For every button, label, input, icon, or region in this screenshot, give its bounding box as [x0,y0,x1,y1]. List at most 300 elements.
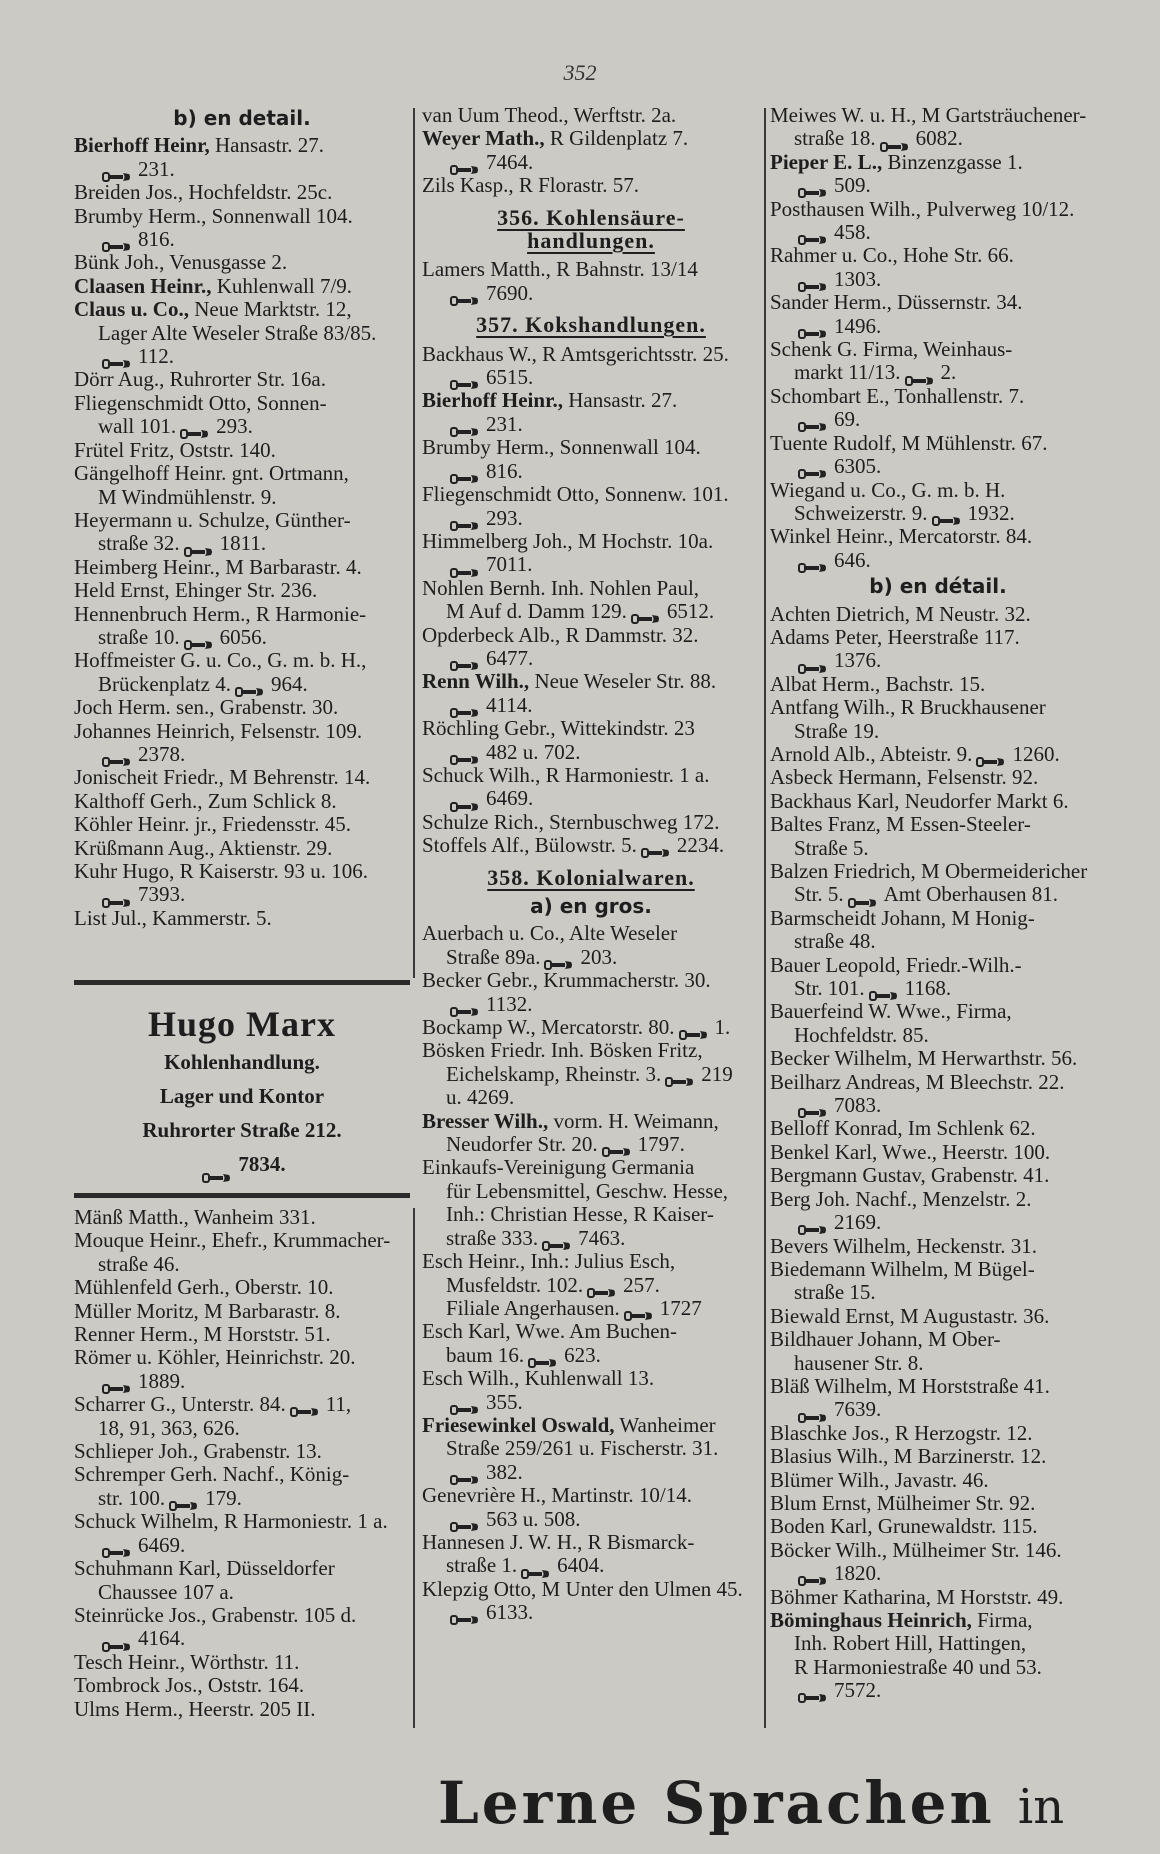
entry-text: Esch Karl, Wwe. Am Buchen- [422,1319,678,1344]
entry-line [770,549,1106,572]
entry-text: hausener Str. 8. [794,1350,924,1375]
entry-line [422,811,760,834]
entry-line [770,954,1106,977]
phone-number: 69. [834,407,861,432]
telephone-icon [450,1000,480,1012]
telephone-icon [798,556,828,568]
phone-number: 2169. [834,1210,882,1235]
left-column-top [74,104,410,930]
entry-text: Straße 259/261 u. Fischerstr. 31. [446,1436,719,1461]
telephone-icon [102,235,132,247]
directory-entry [770,954,1106,1001]
entry-name-bold: Claasen Heinr., [74,273,212,298]
directory-entry [74,392,410,439]
entry-text: Belloff Konrad, Im Schlenk 62. [770,1116,1036,1141]
entry-line [422,1274,760,1297]
telephone-icon [665,1070,695,1082]
directory-entry [422,530,760,577]
entry-line [74,1627,410,1650]
entry-line [770,1609,1106,1632]
section-heading [422,866,760,889]
entry-line [770,930,1106,953]
entry-name-bold: Bresser Wilh., [422,1108,549,1133]
entry-text: Biedemann Wilhelm, M Bügel- [770,1256,1035,1281]
entry-line [422,993,760,1016]
entry-line [74,556,410,579]
entry-line [770,525,1106,548]
telephone-icon [450,514,480,526]
phone-number: 1727 [659,1295,702,1320]
directory-entry [422,764,760,811]
entry-line [74,462,410,485]
entry-line [770,1422,1106,1445]
directory-entry [770,1188,1106,1235]
phone-number: 563 u. 508. [486,1506,581,1531]
entry-line [770,268,1106,291]
directory-entry [422,1156,760,1250]
entry-line [770,743,1106,766]
directory-entry [770,385,1106,432]
telephone-icon [450,467,480,479]
telephone-icon [102,352,132,364]
telephone-icon [450,1468,480,1480]
directory-entry [422,174,760,197]
entry-text: Zils Kasp., R Florastr. 57. [422,173,640,198]
entry-text: Bauer Leopold, Friedr.-Wilh.- [770,952,1022,977]
entry-name-bold: Claus u. Co., [74,297,189,322]
entry-line [74,720,410,743]
entry-line [422,1414,760,1437]
entry-text: Bünk Joh., Venusgasse 2. [74,250,288,275]
directory-entry [74,368,410,391]
telephone-icon [848,891,878,903]
entry-text: straße 10. [98,624,180,649]
entry-text: Achten Dietrich, M Neustr. 32. [770,601,1031,626]
entry-text: Schremper Gerh. Nachf., König- [74,1462,350,1487]
directory-entry [770,1164,1106,1187]
directory-entry [770,1117,1106,1140]
phone-number: 7083. [834,1093,882,1118]
entry-text: Balzen Friedrich, M Obermeidericher [770,859,1088,883]
entry-line [770,1000,1106,1023]
directory-entry [770,104,1106,151]
entry-line [422,1156,760,1179]
directory-entry [422,1039,760,1109]
telephone-icon [798,322,828,334]
entry-line [422,1320,760,1343]
phone-number: 2. [940,360,957,385]
telephone-icon [102,165,132,177]
left-column-bottom [74,1206,410,1721]
directory-entry [422,1016,760,1039]
entry-text: Fliegenschmidt Otto, Sonnenw. 101. [422,482,729,507]
directory-entry [74,790,410,813]
entry-name-bold: Bierhoff Heinr., [422,388,563,413]
directory-entry [770,1000,1106,1047]
directory-entry [422,1320,760,1367]
entry-line [74,439,410,462]
entry-text: wall 101. [98,414,177,439]
entry-line [770,1094,1106,1117]
directory-entry [74,766,410,789]
entry-text: Tuente Rudolf, M Mühlenstr. 67. [770,430,1048,455]
entry-text: Steinrücke Jos., Grabenstr. 105 d. [74,1602,357,1627]
directory-entry [422,1110,760,1157]
entry-line [74,228,410,251]
entry-text: Esch Wilh., Kuhlenwall 13. [422,1366,655,1391]
entry-text: Böcker Wilh., Mülheimer Str. 146. [770,1537,1062,1562]
directory-entry [770,1586,1106,1609]
entry-text: Blümer Wilh., Javastr. 46. [770,1467,989,1492]
directory-entry [74,251,410,274]
entry-name-bold: Renn Wilh., [422,669,530,694]
entry-text: Bauerfeind W. Wwe., Firma, [770,999,1012,1024]
entry-line [422,1437,760,1460]
entry-line [74,860,410,883]
phone-number: 6404. [557,1553,605,1578]
directory-entry [422,624,760,671]
directory-entry [770,1375,1106,1422]
directory-entry [770,673,1106,696]
section-heading-line: 358. Kolonialwaren. [487,864,695,890]
entry-text: Brumby Herm., Sonnenwall 104. [74,203,353,228]
entry-text: Arnold Alb., Abteistr. 9. [770,741,973,766]
entry-line [770,1398,1106,1421]
directory-entry [770,1609,1106,1703]
telephone-icon [184,540,214,552]
phone-number: 6082. [915,126,963,151]
entry-text: Gängelhoff Heinr. gnt. Ortmann, [74,461,349,486]
entry-text: Eichelskamp, Rheinstr. 3. [446,1061,662,1086]
directory-entry [74,1674,410,1697]
entry-text: Nohlen Bernh. Inh. Nohlen Paul, [422,575,700,600]
entry-text: Krüßmann Aug., Aktienstr. 29. [74,835,333,860]
phone-number: 203. [580,944,618,969]
entry-text: Auerbach u. Co., Alte Weseler [422,921,678,946]
entry-text: R Harmoniestraße 40 und 53. [794,1654,1042,1679]
entry-line [770,977,1106,1000]
directory-entry [770,626,1106,673]
entry-line [770,860,1106,883]
entry-text: Himmelberg Joh., M Hochstr. 10a. [422,528,714,553]
entry-line [422,553,760,576]
directory-entry [770,696,1106,743]
entry-text: straße 48. [794,929,876,954]
section-heading-line: 356. Kohlensäure- [497,204,685,230]
entry-line [422,624,760,647]
directory-entry [422,834,760,857]
entry-line [74,415,410,438]
directory-entry [422,811,760,834]
entry-line [770,221,1106,244]
ad-line: Ruhrorter Straße 212. [142,1118,342,1142]
telephone-icon [521,1562,551,1574]
entry-line [74,532,410,555]
entry-line [422,1297,760,1320]
directory-entry [74,1604,410,1651]
entry-line [770,1281,1106,1304]
entry-line [422,1367,760,1390]
directory-entry [770,244,1106,291]
entry-text: Meiwes W. u. H., M Gartsträuchener- [770,103,1087,127]
entry-line [74,790,410,813]
entry-line [770,174,1106,197]
entry-line [74,298,410,321]
entry-line [422,1039,760,1062]
directory-entry [770,1305,1106,1328]
entry-line [422,1063,760,1086]
entry-line [422,1227,760,1250]
entry-line [422,969,760,992]
entry-line [422,174,760,197]
entry-text: straße 333. [446,1225,539,1250]
directory-entry [770,432,1106,479]
entry-line [422,436,760,459]
directory-entry [74,298,410,368]
directory-entry [422,717,760,764]
telephone-icon [102,891,132,903]
entry-line [770,1632,1106,1655]
phone-number: 7690. [486,280,534,305]
entry-line [770,1562,1106,1585]
phone-number: 623. [564,1342,601,1367]
entry-text: Baltes Franz, M Essen-Steeler- [770,812,1031,837]
entry-line [74,134,410,157]
directory-entry [422,922,760,969]
entry-text: Antfang Wilh., R Bruckhausener [770,695,1046,720]
entry-text: Kuhlenwall 7/9. [211,273,353,298]
entry-line [422,1133,760,1156]
entry-text: Becker Wilhelm, M Herwarthstr. 56. [770,1046,1078,1071]
page-number: 352 [563,60,597,85]
entry-text: Becker Gebr., Krummacherstr. 30. [422,968,711,993]
phone-number: 7639. [834,1397,882,1422]
entry-line [770,1515,1106,1538]
directory-entry [422,258,760,305]
entry-text: Lamers Matth., R Bahnstr. 13/14 [422,257,698,282]
telephone-icon [798,228,828,240]
telephone-icon [976,750,1006,762]
entry-line [770,198,1106,221]
phone-number: 4114. [486,692,533,717]
entry-line [770,1211,1106,1234]
entry-line [74,1253,410,1276]
entry-text: Neue Marktstr. 12, [188,297,352,322]
right-column [770,104,1106,1703]
entry-text: Straße 19. [794,718,880,743]
entry-text: Blaschke Jos., R Herzogstr. 12. [770,1420,1033,1445]
entry-text: Breiden Jos., Hochfeldstr. 25c. [74,180,333,205]
phone-number: 1. [714,1015,731,1040]
entry-line [770,1071,1106,1094]
entry-line [422,530,760,553]
entry-text: Berg Joh. Nachf., Menzelstr. 2. [770,1186,1032,1211]
entry-line [422,460,760,483]
entry-line [770,1305,1106,1328]
directory-entry [770,1258,1106,1305]
directory-entry [422,104,760,127]
entry-line [422,366,760,389]
entry-line [770,151,1106,174]
entry-line [770,1445,1106,1468]
entry-line [770,1258,1106,1281]
entry-line [422,1180,760,1203]
entry-line [74,1463,410,1486]
entry-line [770,127,1106,150]
directory-entry [74,649,410,696]
phone-number: 1496. [834,313,882,338]
entry-text: Brumby Herm., Sonnenwall 104. [422,435,701,460]
phone-number: 231. [138,156,175,181]
phone-number: 816. [138,227,175,252]
column-divider [413,108,415,978]
telephone-icon [544,953,574,965]
directory-entry [74,813,410,836]
directory-entry [770,1071,1106,1118]
directory-entry [422,1484,760,1531]
directory-entry [422,343,760,390]
directory-entry [770,603,1106,626]
entry-text: Müller Moritz, M Barbarastr. 8. [74,1298,341,1323]
directory-entry [770,1422,1106,1445]
entry-text: M Auf d. Damm 129. [446,599,627,624]
phone-number: 1168. [904,976,952,1001]
entry-line [770,1117,1106,1140]
telephone-icon [528,1351,558,1363]
directory-entry [422,969,760,1016]
entry-line [74,322,410,345]
telephone-icon [869,984,899,996]
entry-text: Bildhauer Johann, M Ober- [770,1327,1001,1352]
entry-text: Blum Ernst, Mülheimer Str. 92. [770,1490,1036,1515]
entry-name-bold: Weyer Math., [422,126,545,151]
entry-text: straße 18. [794,126,876,151]
phone-number: 11, [325,1392,352,1417]
entry-text: Böhmer Katharina, M Horststr. 49. [770,1584,1064,1609]
entry-line [422,282,760,305]
entry-text: Jonischeit Friedr., M Behrenstr. 14. [74,765,371,790]
directory-entry [74,1229,410,1276]
entry-line [770,408,1106,431]
entry-text: Str. 5. [794,882,844,907]
entry-line [770,1164,1106,1187]
entry-line [74,1534,410,1557]
directory-entry [74,1206,410,1229]
telephone-icon [905,369,935,381]
directory-entry [74,556,410,579]
entry-line [422,1484,760,1507]
section-subheading: b) en détail. [869,574,1007,599]
phone-number: 355. [486,1389,523,1414]
entry-line [422,389,760,412]
entry-text: Blasius Wilh., M Barzinerstr. 12. [770,1444,1047,1469]
telephone-icon [450,420,480,432]
section-heading [422,206,760,253]
entry-line [770,907,1106,930]
telephone-icon [202,1160,232,1172]
directory-entry [422,127,760,174]
entry-text: Renner Herm., M Horststr. 51. [74,1322,331,1347]
entry-line [74,907,410,930]
entry-text: Schuhmann Karl, Düsseldorfer [74,1556,335,1581]
entry-line [770,720,1106,743]
bottom-ad-suffix: in [1017,1779,1065,1835]
entry-text: Ulms Herm., Heerstr. 205 II. [74,1696,316,1721]
entry-text: Heimberg Heinr., M Barbarastr. 4. [74,554,362,579]
phone-number: 6133. [486,1600,534,1625]
telephone-icon [102,750,132,762]
entry-line [74,579,410,602]
entry-line [770,1586,1106,1609]
directory-entry [74,134,410,181]
phone-number: 257. [623,1272,660,1297]
entry-line [770,1656,1106,1679]
phone-number: 7011. [486,552,533,577]
telephone-icon [798,462,828,474]
entry-line [74,1510,410,1533]
entry-text: Stoffels Alf., Bülowstr. 5. [422,833,637,858]
directory-entry [770,479,1106,526]
entry-line [770,1024,1106,1047]
entry-line [770,104,1106,127]
entry-line [74,1674,410,1697]
entry-line [422,787,760,810]
entry-text: Fliegenschmidt Otto, Sonnen- [74,390,327,415]
directory-entry [74,1393,410,1440]
entry-line [422,1554,760,1577]
entry-line [422,1508,760,1531]
ad-phone-number: 7834. [238,1152,286,1176]
entry-line [422,600,760,623]
entry-text: Joch Herm. sen., Grabenstr. 30. [74,695,339,720]
phone-number: 6305. [834,454,882,479]
entry-line [74,1557,410,1580]
entry-text: Tesch Heinr., Wörthstr. 11. [74,1649,300,1674]
directory-entry [74,1276,410,1299]
entry-text: Mänß Matth., Wanheim 331. [74,1205,316,1229]
directory-entry [422,436,760,483]
entry-line [770,455,1106,478]
entry-text: Kalthoff Gerh., Zum Schlick 8. [74,788,337,813]
entry-line [422,1016,760,1039]
entry-text: Benkel Karl, Wwe., Heerstr. 100. [770,1139,1051,1164]
column-divider [764,108,766,1728]
entry-line [74,1651,410,1674]
entry-line [422,741,760,764]
directory-entry [74,1698,410,1721]
entry-line [422,834,760,857]
entry-text: Kuhr Hugo, R Kaiserstr. 93 u. 106. [74,859,368,883]
entry-line [770,1375,1106,1398]
advertisement-hugo-marx [74,980,410,1198]
entry-text: Barmscheidt Johann, M Honig- [770,905,1035,930]
directory-entry [770,1328,1106,1375]
directory-entry [422,577,760,624]
telephone-icon [450,1608,480,1620]
ad-company-name: Hugo Marx [148,1004,336,1044]
entry-text: straße 1. [446,1553,518,1578]
entry-line [422,647,760,670]
entry-line [74,158,410,181]
entry-text: Klepzig Otto, M Unter den Ulmen 45. [422,1576,743,1601]
entry-line [74,673,410,696]
entry-line [770,766,1106,789]
phone-number: 7393. [138,882,186,907]
telephone-icon [542,1234,572,1246]
entry-text: straße 15. [794,1280,876,1305]
directory-entry [74,1300,410,1323]
entry-line [74,345,410,368]
